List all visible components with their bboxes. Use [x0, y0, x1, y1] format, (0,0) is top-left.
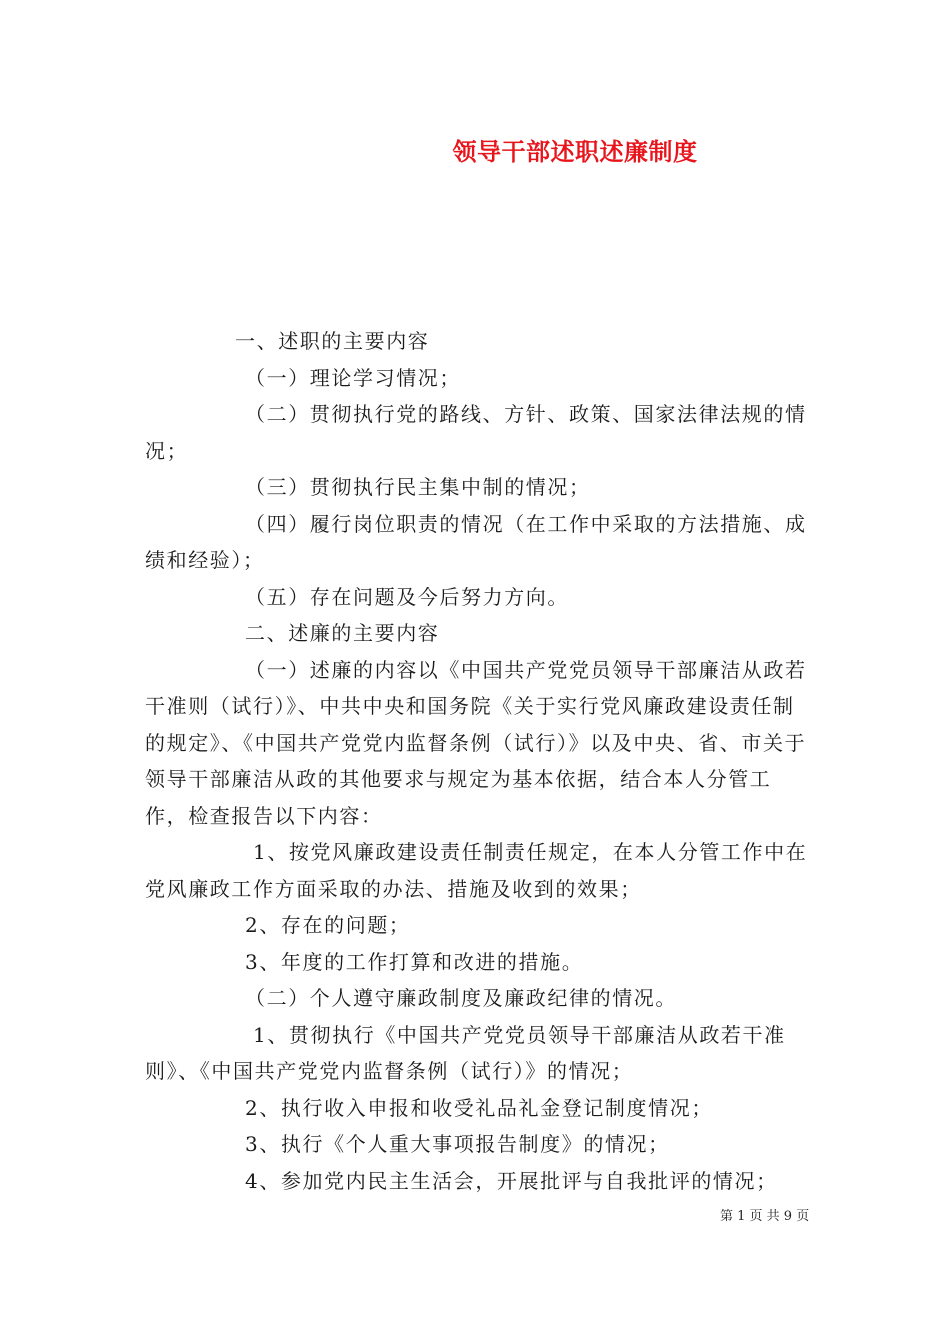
list-item: 4、参加党内民主生活会，开展批评与自我批评的情况；	[245, 1168, 778, 1193]
section-heading-2: 二、述廉的主要内容	[245, 621, 440, 645]
list-item: 3、执行《个人重大事项报告制度》的情况；	[245, 1132, 670, 1156]
list-item: 1、按党风廉政建设责任制责任规定，在本人分管工作中在党风廉政工作方面采取的办法、措施及收到的效果；	[145, 840, 808, 901]
document-title: 领导干部述职述廉制度	[452, 137, 698, 166]
list-item: （一）理论学习情况；	[245, 365, 461, 390]
list-item: （二）贯彻执行党的路线、方针、政策、国家法律法规的情况；	[145, 402, 807, 463]
list-item: （二）个人遵守廉政制度及廉政纪律的情况。	[245, 986, 677, 1010]
list-item: （五）存在问题及今后努力方向。	[245, 584, 569, 609]
document-body	[145, 323, 810, 1199]
page-number-footer: 第 1 页 共 9 页	[720, 1209, 810, 1224]
list-item: 3、年度的工作打算和改进的措施。	[245, 949, 584, 974]
section-heading-1: 一、述职的主要内容	[235, 329, 430, 353]
list-item: （三）贯彻执行民主集中制的情况；	[245, 475, 591, 499]
list-item: （一）述廉的内容以《中国共产党党员领导干部廉洁从政若干准则（试行）》、中共中央和国务院《关于实行党风廉政建设责任制的规定》、《中国共产党党内监督条例（试行）》以及中央、省、市关于领导干部廉洁从政的其他要求与规定为基本依据，结合本人分管工作，检查报告以下内容：	[145, 657, 807, 828]
list-item: 1、贯彻执行《中国共产党党员领导干部廉洁从政若干准则》、《中国共产党党内监督条例（试行）》的情况；	[145, 1022, 786, 1083]
list-item: （四）履行岗位职责的情况（在工作中采取的方法措施、成绩和经验）；	[145, 511, 807, 572]
list-item: 2、执行收入申报和收受礼品礼金登记制度情况；	[245, 1095, 713, 1120]
list-item: 2、存在的问题；	[245, 913, 411, 937]
